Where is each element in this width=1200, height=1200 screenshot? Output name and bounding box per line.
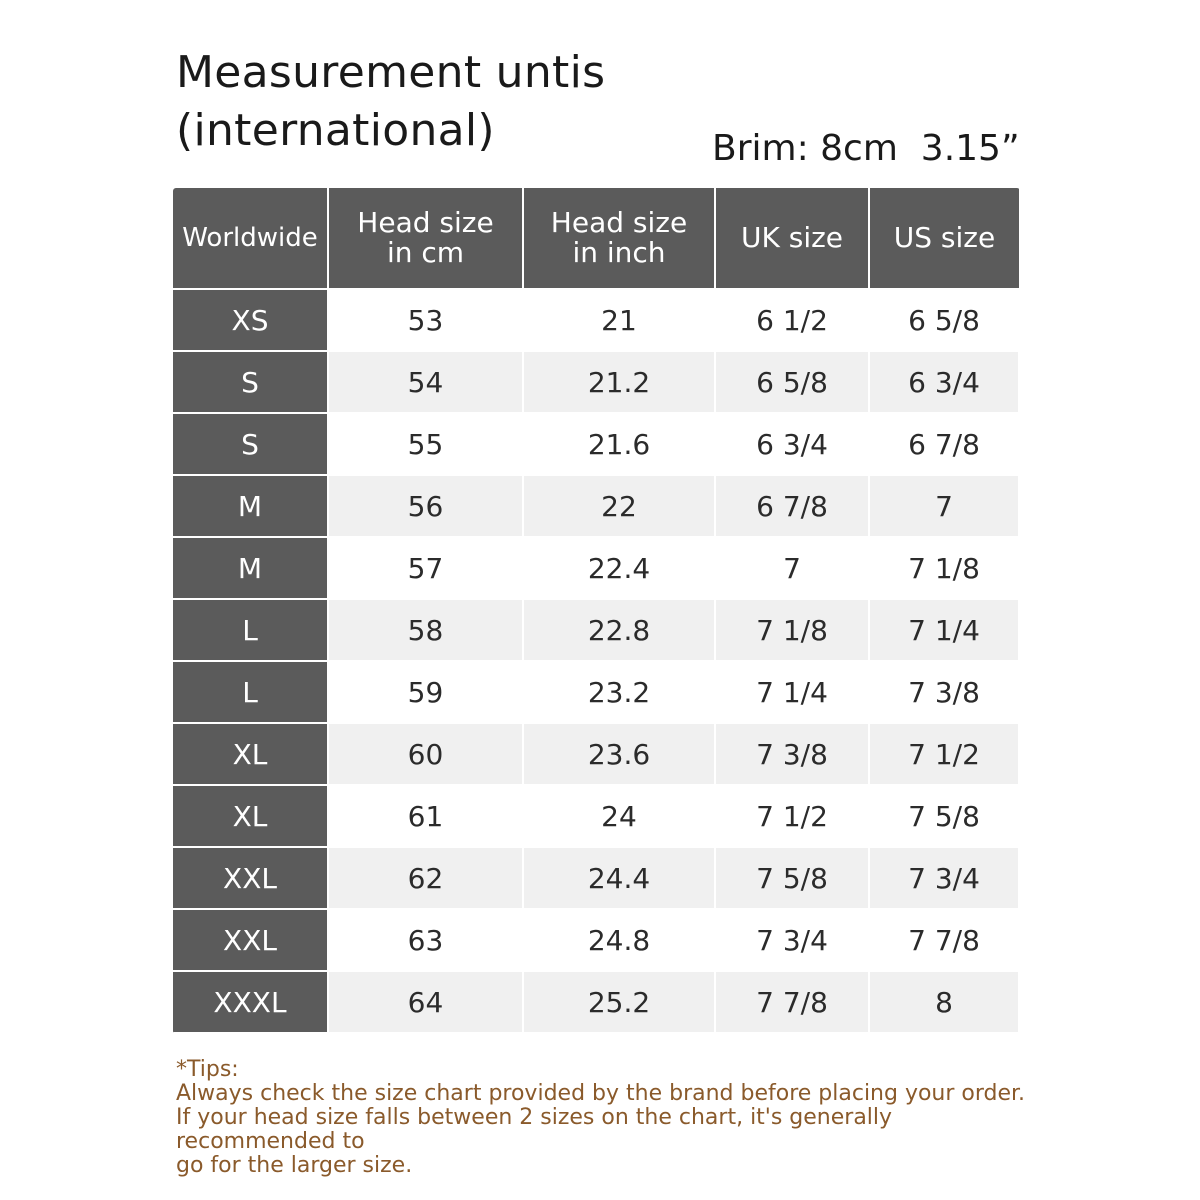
cell-us-size: 7 1/2 bbox=[869, 723, 1019, 785]
tips-note bbox=[176, 1058, 1056, 1178]
cell-worldwide-size: L bbox=[173, 599, 328, 661]
cell-uk-size: 6 7/8 bbox=[715, 475, 869, 537]
cell-head-size-inch: 23.2 bbox=[523, 661, 715, 723]
tips-line-2: If your head size falls between 2 sizes on the chart, it's generally recommended to bbox=[176, 1105, 893, 1154]
table-row bbox=[173, 723, 1019, 785]
cell-us-size: 6 7/8 bbox=[869, 413, 1019, 475]
cell-uk-size: 6 1/2 bbox=[715, 289, 869, 351]
cell-head-size-cm: 54 bbox=[328, 351, 523, 413]
table-row bbox=[173, 599, 1019, 661]
cell-head-size-inch: 21 bbox=[523, 289, 715, 351]
cell-head-size-inch: 24 bbox=[523, 785, 715, 847]
tips-line-1: Always check the size chart provided by the brand before placing your order. bbox=[176, 1081, 1026, 1106]
tips-heading: *Tips: bbox=[176, 1057, 239, 1082]
cell-worldwide-size: L bbox=[173, 661, 328, 723]
cell-us-size: 7 1/4 bbox=[869, 599, 1019, 661]
cell-head-size-inch: 21.6 bbox=[523, 413, 715, 475]
cell-uk-size: 6 5/8 bbox=[715, 351, 869, 413]
table-row bbox=[173, 475, 1019, 537]
table-row bbox=[173, 413, 1019, 475]
cell-head-size-cm: 64 bbox=[328, 971, 523, 1033]
header-head-size-inch-line1: Head size bbox=[550, 206, 688, 239]
cell-head-size-cm: 56 bbox=[328, 475, 523, 537]
cell-uk-size: 7 1/4 bbox=[715, 661, 869, 723]
cell-head-size-inch: 24.8 bbox=[523, 909, 715, 971]
cell-head-size-cm: 58 bbox=[328, 599, 523, 661]
cell-us-size: 8 bbox=[869, 971, 1019, 1033]
header-us-size: US size bbox=[869, 188, 1019, 289]
cell-head-size-cm: 60 bbox=[328, 723, 523, 785]
cell-head-size-inch: 21.2 bbox=[523, 351, 715, 413]
header-head-size-cm-line2: in cm bbox=[386, 236, 465, 269]
cell-us-size: 7 1/8 bbox=[869, 537, 1019, 599]
cell-head-size-inch: 22 bbox=[523, 475, 715, 537]
size-table bbox=[173, 188, 1020, 1034]
header-head-size-inch bbox=[523, 188, 715, 289]
cell-worldwide-size: M bbox=[173, 537, 328, 599]
title-line-2: (international) bbox=[176, 105, 495, 156]
cell-worldwide-size: S bbox=[173, 413, 328, 475]
cell-us-size: 6 3/4 bbox=[869, 351, 1019, 413]
cell-uk-size: 7 7/8 bbox=[715, 971, 869, 1033]
cell-worldwide-size: XL bbox=[173, 723, 328, 785]
cell-head-size-inch: 23.6 bbox=[523, 723, 715, 785]
table-row bbox=[173, 847, 1019, 909]
header-head-size-inch-line2: in inch bbox=[572, 236, 666, 269]
cell-head-size-cm: 53 bbox=[328, 289, 523, 351]
table-row bbox=[173, 785, 1019, 847]
header-worldwide: Worldwide bbox=[173, 188, 328, 289]
title-line-1: Measurement untis bbox=[176, 47, 606, 98]
cell-uk-size: 7 bbox=[715, 537, 869, 599]
brim-measurement: Brim: 8cm 3.15” bbox=[712, 128, 1020, 169]
cell-worldwide-size: XXL bbox=[173, 847, 328, 909]
cell-head-size-inch: 22.8 bbox=[523, 599, 715, 661]
cell-head-size-inch: 25.2 bbox=[523, 971, 715, 1033]
cell-head-size-cm: 61 bbox=[328, 785, 523, 847]
page-title bbox=[176, 44, 605, 160]
table-row bbox=[173, 537, 1019, 599]
cell-head-size-cm: 55 bbox=[328, 413, 523, 475]
cell-uk-size: 7 3/4 bbox=[715, 909, 869, 971]
cell-worldwide-size: XL bbox=[173, 785, 328, 847]
cell-uk-size: 7 5/8 bbox=[715, 847, 869, 909]
cell-worldwide-size: S bbox=[173, 351, 328, 413]
cell-head-size-cm: 59 bbox=[328, 661, 523, 723]
header-uk-size: UK size bbox=[715, 188, 869, 289]
cell-us-size: 7 bbox=[869, 475, 1019, 537]
cell-head-size-inch: 24.4 bbox=[523, 847, 715, 909]
cell-uk-size: 7 1/8 bbox=[715, 599, 869, 661]
table-body bbox=[173, 289, 1019, 1033]
cell-worldwide-size: XXL bbox=[173, 909, 328, 971]
cell-worldwide-size: XXXL bbox=[173, 971, 328, 1033]
cell-us-size: 6 5/8 bbox=[869, 289, 1019, 351]
cell-us-size: 7 3/8 bbox=[869, 661, 1019, 723]
cell-head-size-cm: 62 bbox=[328, 847, 523, 909]
cell-uk-size: 6 3/4 bbox=[715, 413, 869, 475]
cell-uk-size: 7 1/2 bbox=[715, 785, 869, 847]
header-head-size-cm-line1: Head size bbox=[357, 206, 494, 239]
header-head-size-cm bbox=[328, 188, 523, 289]
cell-worldwide-size: XS bbox=[173, 289, 328, 351]
cell-head-size-cm: 57 bbox=[328, 537, 523, 599]
table-row bbox=[173, 661, 1019, 723]
table-row bbox=[173, 351, 1019, 413]
cell-us-size: 7 3/4 bbox=[869, 847, 1019, 909]
cell-worldwide-size: M bbox=[173, 475, 328, 537]
cell-us-size: 7 7/8 bbox=[869, 909, 1019, 971]
table-row bbox=[173, 289, 1019, 351]
cell-head-size-cm: 63 bbox=[328, 909, 523, 971]
table-header-row bbox=[173, 188, 1019, 289]
cell-head-size-inch: 22.4 bbox=[523, 537, 715, 599]
table-row bbox=[173, 971, 1019, 1033]
table-row bbox=[173, 909, 1019, 971]
tips-line-3: go for the larger size. bbox=[176, 1153, 413, 1178]
cell-uk-size: 7 3/8 bbox=[715, 723, 869, 785]
cell-us-size: 7 5/8 bbox=[869, 785, 1019, 847]
